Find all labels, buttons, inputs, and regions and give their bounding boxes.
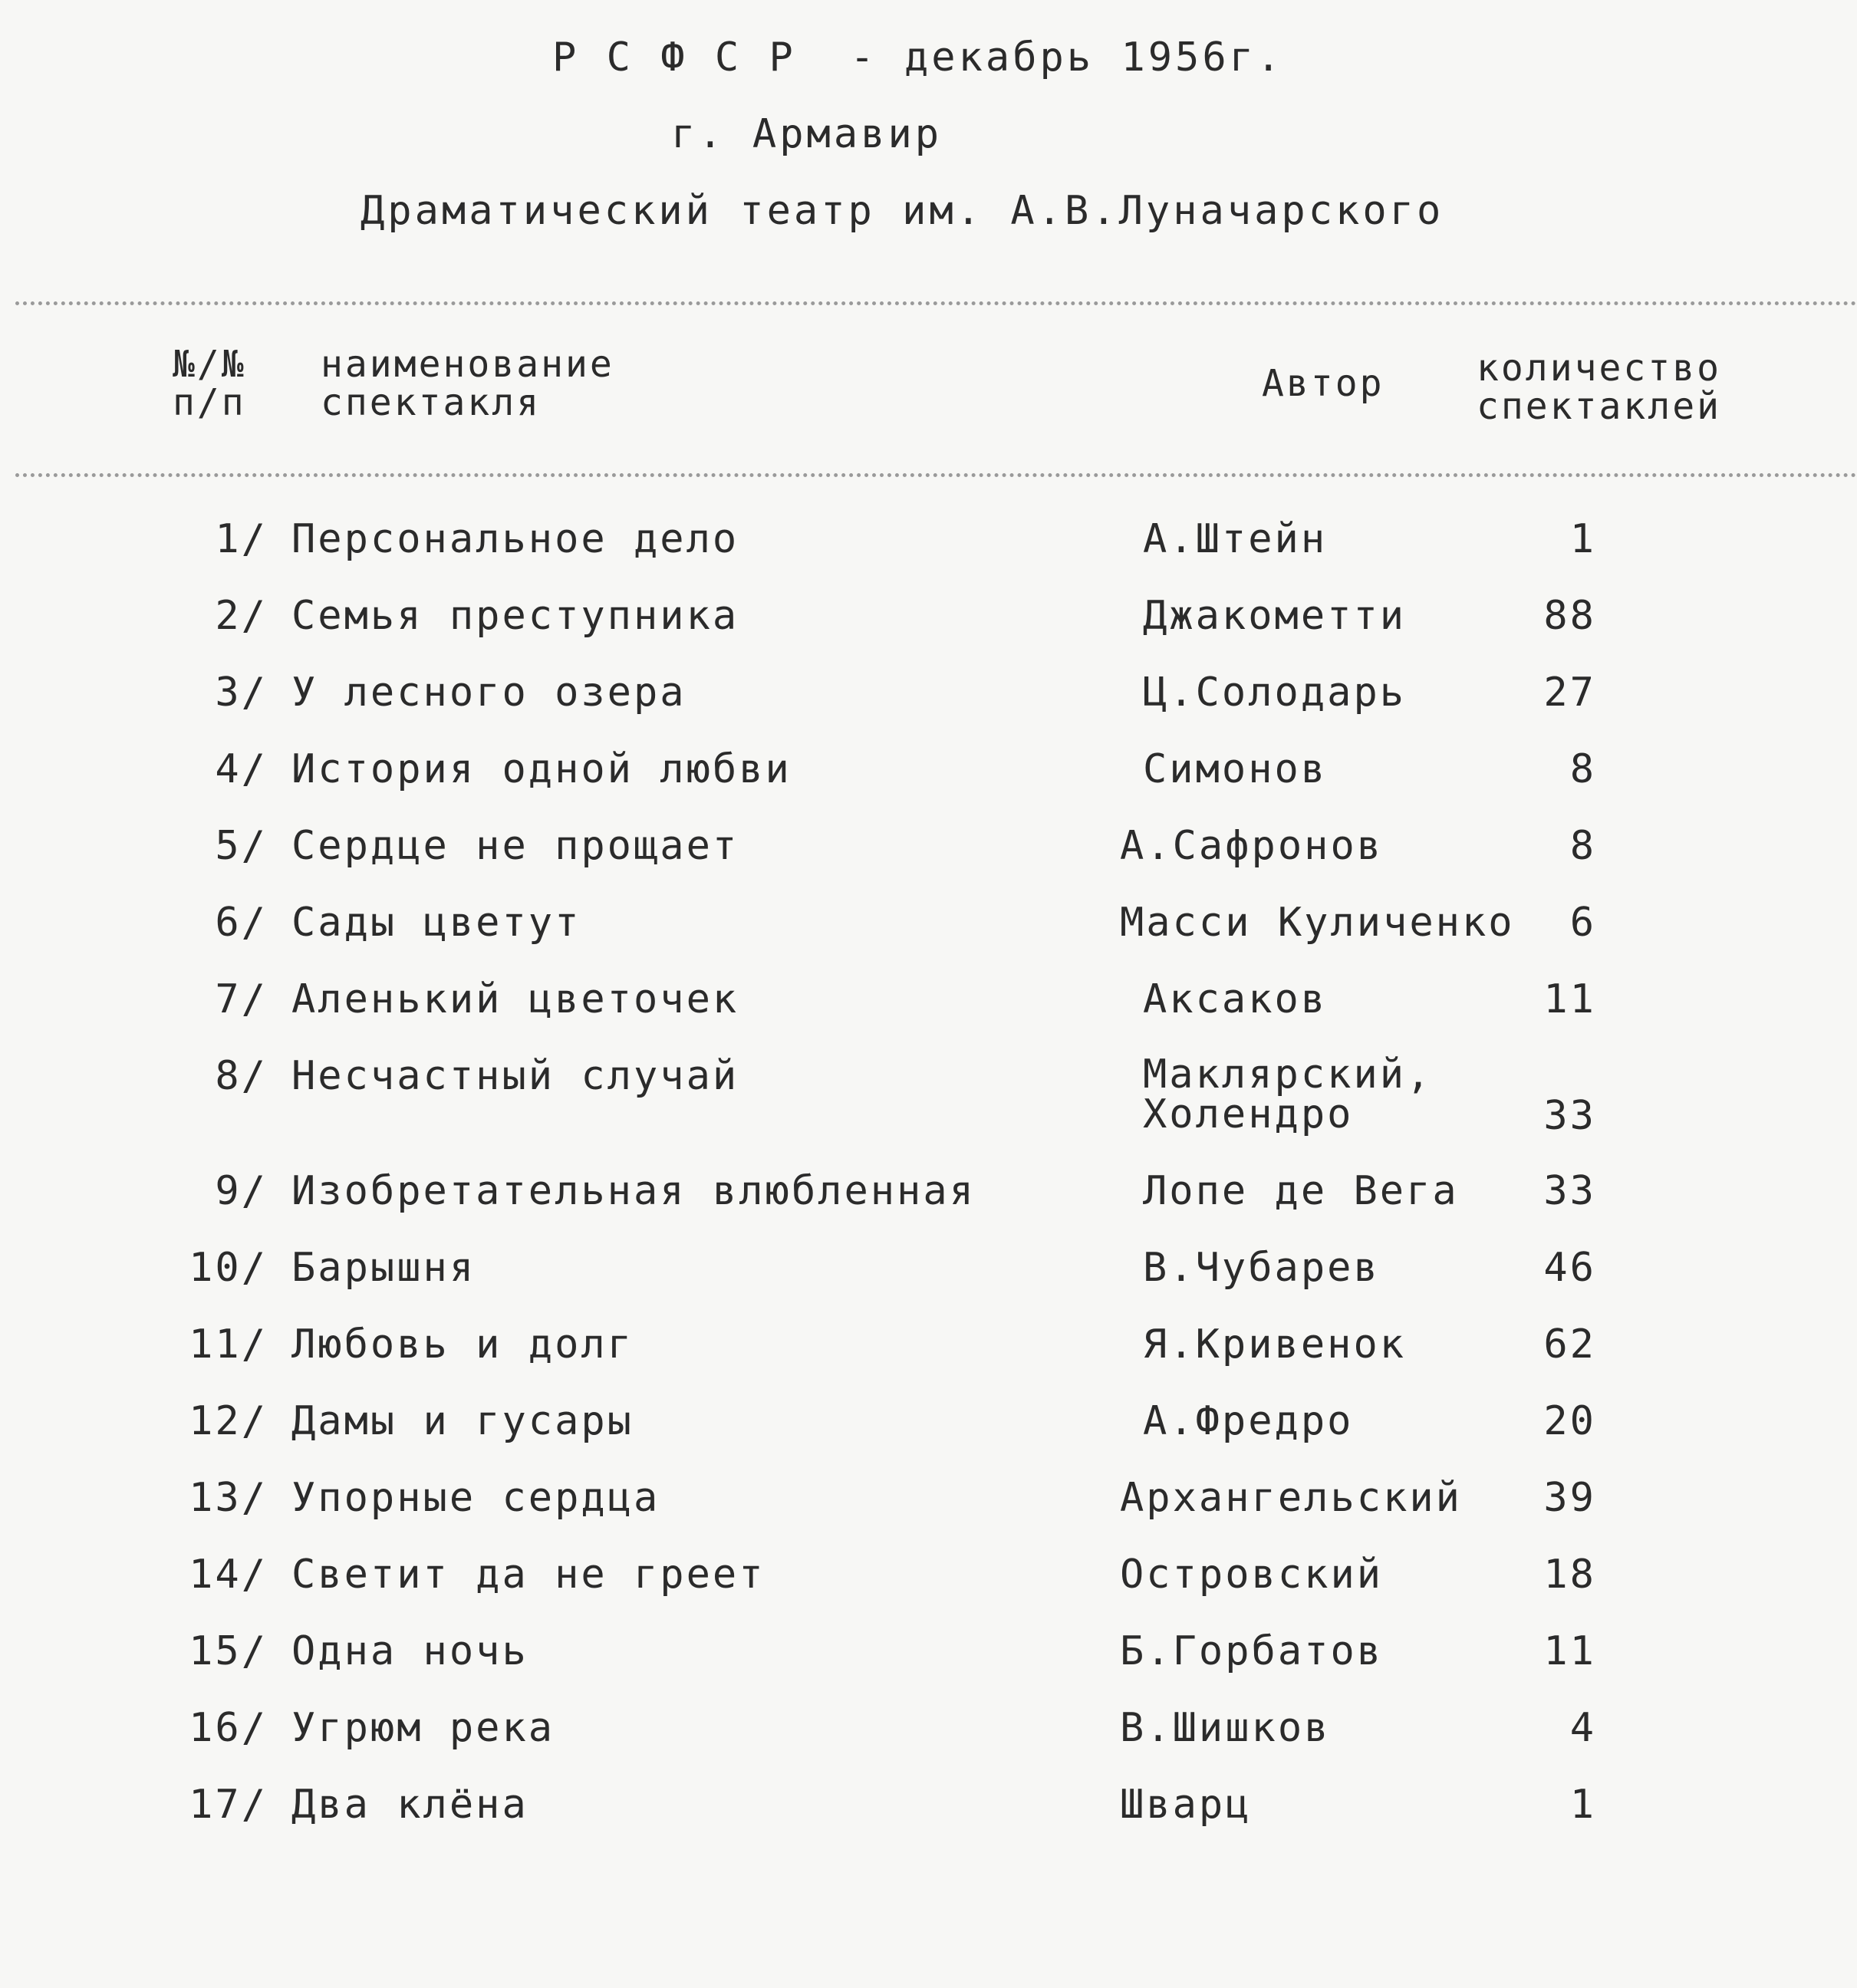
- row-title: Сады цветут: [291, 900, 581, 946]
- table-row: [0, 824, 1857, 871]
- row-title: Сердце не прощает: [291, 823, 739, 869]
- row-count: 8: [1569, 823, 1596, 869]
- column-header-count: количество спектаклей: [1477, 347, 1721, 428]
- row-title: Персональное дело: [291, 516, 739, 562]
- column-header-title: наименование спектакля: [321, 343, 614, 424]
- row-author: Маклярский, Холендро: [1143, 1052, 1433, 1137]
- row-count: 11: [1543, 976, 1596, 1022]
- row-author: Симонов: [1143, 746, 1328, 792]
- row-author: Шварц: [1120, 1782, 1252, 1828]
- row-author: Аксаков: [1143, 976, 1328, 1022]
- document-heading-theatre: Драматический театр им. А.В.Луначарского: [361, 188, 1444, 234]
- table-top-rule: [15, 301, 1857, 305]
- table-row: [0, 1400, 1857, 1446]
- row-author: Ц.Солодарь: [1143, 670, 1407, 716]
- table-row: [0, 1246, 1857, 1292]
- row-count: 6: [1569, 900, 1596, 946]
- row-count: 33: [1543, 1168, 1596, 1214]
- row-count: 88: [1543, 593, 1596, 639]
- column-header-number: №/№ п/п: [173, 343, 246, 424]
- row-title: Несчастный случай: [291, 1053, 739, 1099]
- row-title: Угрюм река: [291, 1705, 555, 1751]
- row-count: 11: [1543, 1628, 1596, 1674]
- row-count: 4: [1569, 1705, 1596, 1751]
- document-heading-country-date: Р С Ф С Р - декабрь 1956г.: [552, 35, 1284, 81]
- row-title: Любовь и долг: [291, 1321, 634, 1368]
- row-count: 39: [1543, 1475, 1596, 1521]
- row-number: 1/: [215, 516, 268, 562]
- row-number: 9/: [215, 1168, 268, 1214]
- row-title: Барышня: [291, 1245, 476, 1291]
- row-count: 20: [1543, 1398, 1596, 1444]
- row-count: 27: [1543, 670, 1596, 716]
- row-count: 46: [1543, 1245, 1596, 1291]
- row-author: Архангельский: [1120, 1475, 1462, 1521]
- table-row: [0, 1476, 1857, 1522]
- row-author: Лопе де Вега: [1143, 1168, 1459, 1214]
- row-number: 12/: [189, 1398, 268, 1444]
- row-count: 18: [1543, 1552, 1596, 1598]
- row-number: 6/: [215, 900, 268, 946]
- row-number: 17/: [189, 1782, 268, 1828]
- table-header-rule: [15, 473, 1857, 477]
- row-title: Аленький цветочек: [291, 976, 739, 1022]
- row-title: История одной любви: [291, 746, 792, 792]
- row-number: 5/: [215, 823, 268, 869]
- row-number: 10/: [189, 1245, 268, 1291]
- row-number: 7/: [215, 976, 268, 1022]
- row-count: 33: [1543, 1093, 1596, 1139]
- row-number: 8/: [215, 1053, 268, 1099]
- row-title: Светит да не греет: [291, 1552, 766, 1598]
- row-author: А.Фредро: [1143, 1398, 1354, 1444]
- table-row: [0, 1323, 1857, 1369]
- table-row: [0, 1553, 1857, 1599]
- row-author: Джакометти: [1143, 593, 1407, 639]
- row-author: В.Шишков: [1120, 1705, 1331, 1751]
- row-count: 62: [1543, 1321, 1596, 1368]
- table-row: [0, 1170, 1857, 1216]
- table-row: [0, 748, 1857, 794]
- row-author: А.Сафронов: [1120, 823, 1384, 869]
- row-author: Я.Кривенок: [1143, 1321, 1407, 1368]
- row-title: Одна ночь: [291, 1628, 528, 1674]
- row-count: 1: [1569, 1782, 1596, 1828]
- table-row: [0, 518, 1857, 564]
- row-title: Упорные сердца: [291, 1475, 660, 1521]
- row-title: У лесного озера: [291, 670, 686, 716]
- row-number: 2/: [215, 593, 268, 639]
- row-author: В.Чубарев: [1143, 1245, 1380, 1291]
- table-row: [0, 1707, 1857, 1753]
- row-title: Дамы и гусары: [291, 1398, 634, 1444]
- table-row: [0, 901, 1857, 947]
- row-title: Семья преступника: [291, 593, 739, 639]
- table-row: [0, 1052, 1857, 1139]
- document-heading-city: г. Армавир: [671, 111, 943, 157]
- row-author: Масси Куличенко: [1120, 900, 1515, 946]
- table-row: [0, 671, 1857, 717]
- row-number: 15/: [189, 1628, 268, 1674]
- row-number: 3/: [215, 670, 268, 716]
- row-number: 11/: [189, 1321, 268, 1368]
- row-author: А.Штейн: [1143, 516, 1328, 562]
- row-number: 13/: [189, 1475, 268, 1521]
- row-count: 1: [1569, 516, 1596, 562]
- table-row: [0, 1783, 1857, 1829]
- row-author: Островский: [1120, 1552, 1384, 1598]
- row-number: 14/: [189, 1552, 268, 1598]
- row-count: 8: [1569, 746, 1596, 792]
- table-row: [0, 1630, 1857, 1676]
- table-row: [0, 594, 1857, 640]
- row-author: Б.Горбатов: [1120, 1628, 1384, 1674]
- row-title: Изобретательная влюбленная: [291, 1168, 976, 1214]
- table-row: [0, 978, 1857, 1024]
- row-number: 16/: [189, 1705, 268, 1751]
- row-title: Два клёна: [291, 1782, 528, 1828]
- row-number: 4/: [215, 746, 268, 792]
- column-header-author: Автор: [1262, 362, 1385, 405]
